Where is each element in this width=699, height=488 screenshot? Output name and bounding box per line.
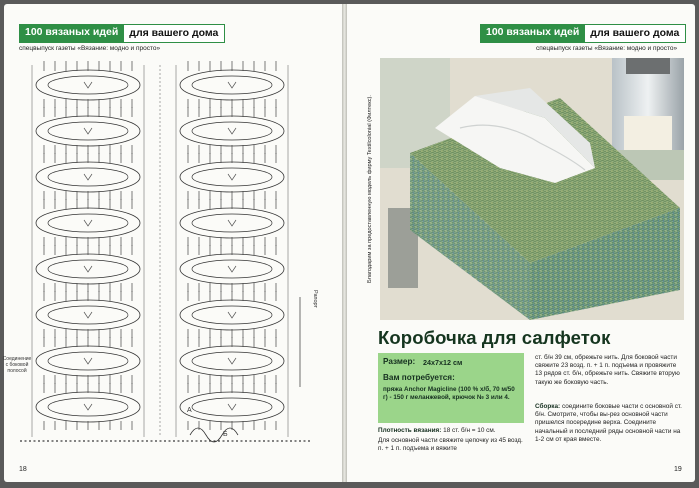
header-highlight: 100 вязаных идей [19, 24, 124, 43]
chart-direction-arrow [228, 358, 236, 364]
assembly-block [535, 403, 683, 444]
chart-direction-arrow [84, 266, 92, 272]
left-page-header [19, 24, 225, 43]
chart-loop-inner [48, 122, 128, 140]
left-subheader: спецвыпуск газеты «Вязание: модно и просто» [19, 45, 161, 52]
chart-loop-inner [48, 398, 128, 416]
size-value: 24x7x12 см [423, 358, 463, 367]
right-page-header [480, 24, 686, 43]
chart-loop-inner [192, 214, 272, 232]
rapport-label: Рапорт [312, 289, 319, 309]
chart-direction-arrow [228, 174, 236, 180]
chart-direction-arrow [228, 312, 236, 318]
chart-loop-inner [192, 398, 272, 416]
chart-joining-chain [190, 428, 238, 442]
chart-loop-outer [180, 300, 284, 330]
chart-direction-arrow [84, 404, 92, 410]
chart-loop-inner [192, 76, 272, 94]
instructions-col2: ст. б/н 39 см, обрежьте нить. Для боковой части свяжите 23 возд. п. + 1 п. подъема и провяжите 13 рядов ст. б/н, обрежьте нить. Свяжите вторую такую же боковую часть. [535, 354, 680, 386]
chart-loop-inner [48, 76, 128, 94]
chart-loop-outer [36, 254, 140, 284]
chart-direction-arrow [228, 266, 236, 272]
chart-direction-arrow [84, 128, 92, 134]
chart-loop-outer [180, 392, 284, 422]
chart-loop-outer [36, 392, 140, 422]
chart-stitch-grid [20, 61, 310, 442]
chart-loop-outer [36, 162, 140, 192]
chart-loop-outer [180, 70, 284, 100]
chart-direction-arrow [228, 128, 236, 134]
info-box [378, 353, 524, 423]
chart-loop-inner [192, 122, 272, 140]
marker-b: Б [223, 431, 228, 438]
chart-loop-inner [48, 306, 128, 324]
chart-loop-outer [36, 70, 140, 100]
photo-credit-text: Благодарим за предоставленную модель фирму Textilcolonial (Филтекс). [367, 95, 373, 283]
right-page-number: 19 [674, 466, 682, 473]
chart-loop-inner [192, 168, 272, 186]
header-highlight: 100 вязаных идей [480, 24, 585, 43]
density-label: Плотность вязания: [378, 427, 442, 434]
chart-direction-arrow [228, 404, 236, 410]
chart-loop-outer [180, 254, 284, 284]
chart-loop-inner [192, 306, 272, 324]
chart-direction-arrow [228, 220, 236, 226]
chart-loop-outer [36, 346, 140, 376]
chart-loop-inner [48, 168, 128, 186]
chart-direction-arrow [84, 82, 92, 88]
chart-loop-outer [180, 116, 284, 146]
chart-direction-arrow [84, 220, 92, 226]
marker-a: А [187, 407, 192, 414]
density-line [378, 427, 526, 435]
chart-loop-outer [180, 346, 284, 376]
header-rest: для вашего дома [585, 24, 686, 43]
crochet-chart [10, 57, 318, 462]
chart-loop-inner [48, 352, 128, 370]
size-label: Размер: [383, 357, 416, 366]
right-subheader: спецвыпуск газеты «Вязание: модно и просто» [536, 45, 678, 52]
assembly-label: Сборка: [535, 403, 561, 410]
chart-loop-inner [48, 214, 128, 232]
tissue-box-illustration [380, 58, 684, 320]
chart-loop-outer [36, 300, 140, 330]
article-title: Коробочка для салфеток [378, 327, 611, 348]
chart-direction-arrow [84, 312, 92, 318]
chart-direction-arrow [84, 174, 92, 180]
chart-loop-outer [180, 208, 284, 238]
chart-loop-inner [192, 352, 272, 370]
chart-loop-inner [192, 260, 272, 278]
chart-loop-outer [36, 208, 140, 238]
photo-credit [366, 62, 374, 318]
chart-direction-arrow [228, 82, 236, 88]
instructions-col1: Для основной части свяжите цепочку из 45 возд. п. + 1 п. подъема и вяжите [378, 437, 523, 453]
chart-loop-inner [48, 260, 128, 278]
materials-label: Вам потребуется: [383, 373, 455, 382]
chart-loop-outer [180, 162, 284, 192]
header-rest: для вашего дома [124, 24, 225, 43]
tissue-box-photo [380, 58, 684, 320]
chart-direction-arrow [84, 358, 92, 364]
density-value: 18 ст. б/н = 10 см. [443, 427, 496, 434]
assembly-text: соедините боковые части с основной ст. б/н. Смотрите, чтобы вы-рез основной части пришелся посередине верха. Соедините начальный и последний ряды основной части на 1-2 см от края вместе. [535, 403, 682, 443]
join-label: Соединение с боковой полосой [2, 356, 32, 374]
left-page-number: 18 [19, 466, 27, 473]
chart-loop-outer [36, 116, 140, 146]
materials-text: пряжа Anchor Magicline (100 % х/б, 70 м/50 г) - 150 г меланжевой, крючок № 3 или 4. [383, 386, 515, 401]
